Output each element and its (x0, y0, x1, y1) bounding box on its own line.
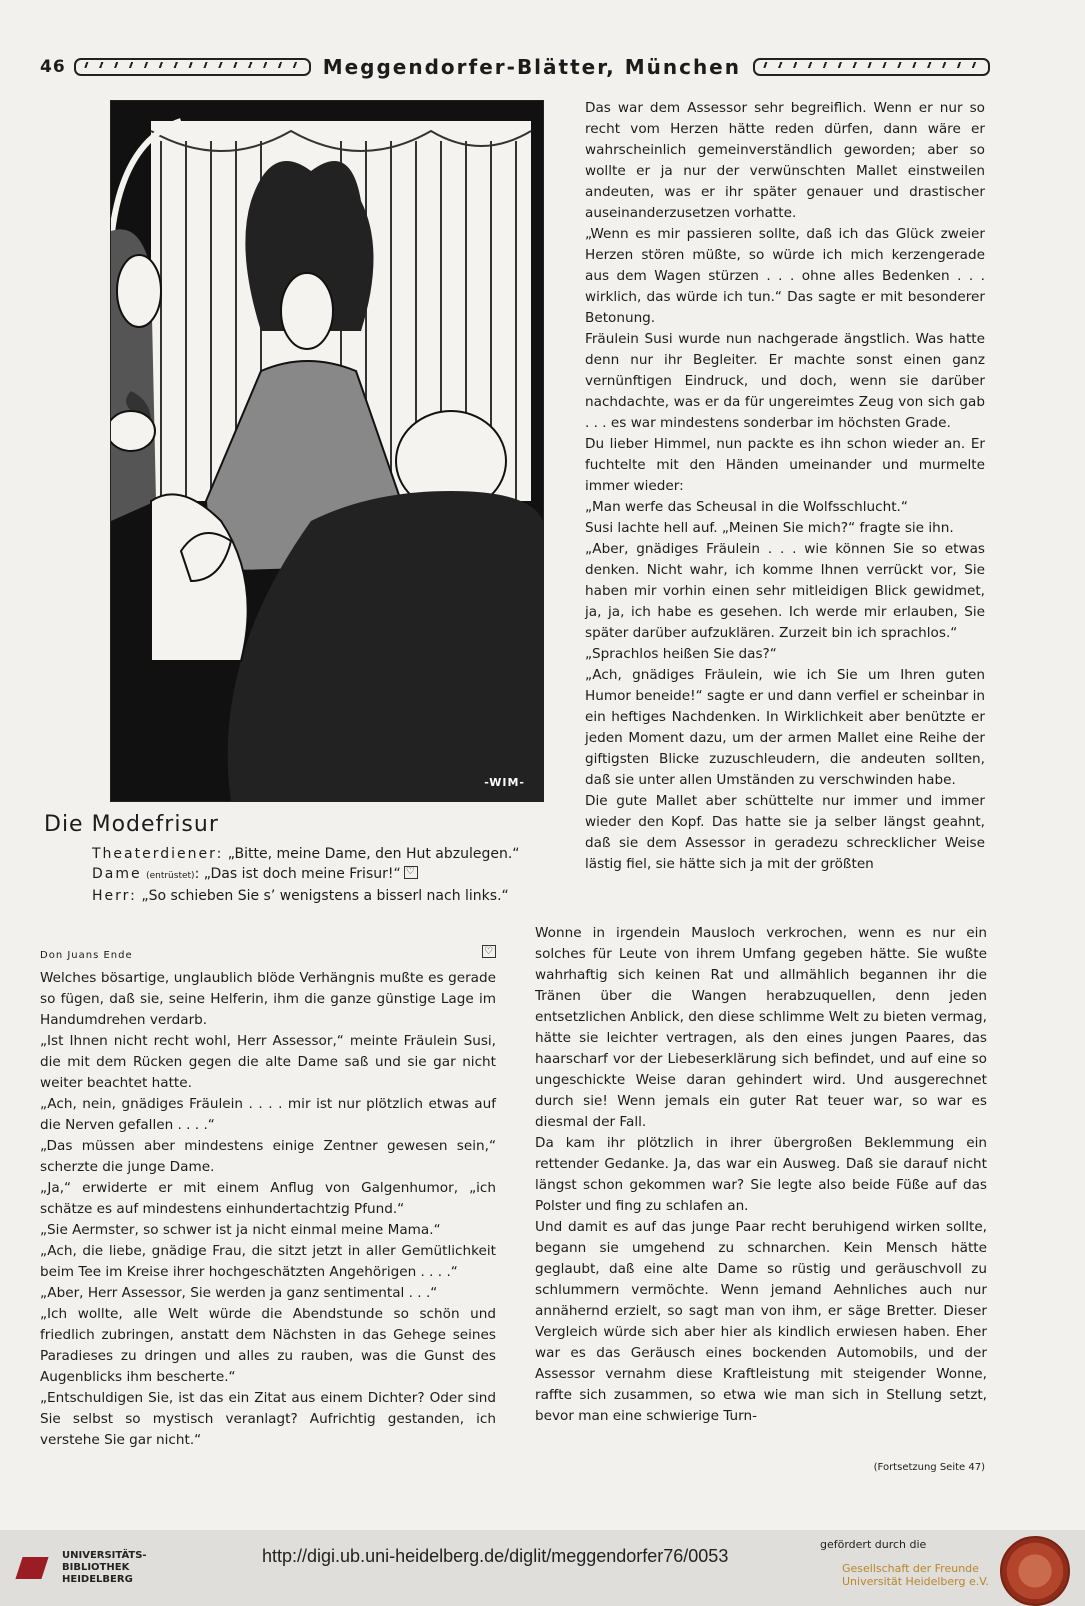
paragraph: „Ist Ihnen nicht recht wohl, Herr Assessor,“ meinte Fräulein Susi, die mit dem Rücken gegen die alte Dame saß und sie gar nicht weiter beachtet hatte. (40, 1033, 496, 1091)
caption-line (92, 864, 542, 886)
illustration-drawing (111, 101, 543, 801)
library-name-line: BIBLIOTHEK (62, 1562, 130, 1573)
caption-note: (entrüstet) (146, 871, 195, 881)
paragraph: Wonne in irgendein Mausloch verkrochen, wenn es nur ein solches für Leute von ihrem Umfang gegeben hätte. Sie wußte wahrhaftig sich keinen Rat und allmählich begannen ihr die Tränen über die Wangen herabzuquellen, denn jeden entsetzlichen Anblick, den diese schlimme Welt zu bieten vermag, hätte sie leichter vertragen, als den eines jungen Paares, das haarscharf vor der Liebeserklärung sich befindet, und auf eine so ungeschickte Weise daran gehindert wird. Und ausgerechnet durch sie! Wenn jemals ein guter Rat teuer war, so war es diesmal der Fall. (535, 925, 987, 1130)
heart-ornament-icon (482, 945, 496, 958)
continuation-note: (Fortsetzung Seite 47) (873, 1462, 985, 1473)
society-name-line: Gesellschaft der Freunde (842, 1562, 979, 1575)
caption-text: „So schieben Sie s’ wenigstens a bisserl nach links.“ (141, 888, 509, 904)
paragraph: „Aber, Herr Assessor, Sie werden ja ganz sentimental . . .“ (40, 1285, 438, 1301)
library-name-line: UNIVERSITÄTS- (62, 1550, 147, 1561)
ornament-scroll-right (753, 58, 990, 76)
paragraph: „Sie Aermster, so schwer ist ja nicht einmal meine Mama.“ (40, 1222, 441, 1238)
caption-dialogue (92, 844, 542, 906)
paragraph: Da kam ihr plötzlich in ihrer übergroßen Beklemmung ein rettender Gedanke. Ja, das war ein Ausweg. Daß sie darauf nicht längst schon gekommen war? Sie legte also beide Füße auf das Polster und fing zu schlafen an. (535, 1135, 987, 1214)
caption-title: Die Modefrisur (44, 812, 219, 837)
paragraph: Das war dem Assessor sehr begreiflich. Wenn er nur so recht vom Herzen hätte reden dürfen, dann wäre er wahrscheinlich gemeinverständlich geworden; aber so wollte er ja nur der verwünschten Mallet einstweilen andeuten, was er ihr später genauer und drastischer auseinanderzusetzen vorhatte. (585, 100, 985, 221)
caption-text: „Bitte, meine Dame, den Hut abzulegen.“ (227, 846, 520, 862)
paragraph: „Das müssen aber mindestens einige Zentner gewesen sein,“ scherzte die junge Dame. (40, 1138, 496, 1175)
society-name (842, 1562, 989, 1588)
paragraph: „Ja,“ erwiderte er mit einem Anflug von Galgenhumor, „ich schätze es auf mindestens einhundertachtzig Pfund.“ (40, 1180, 496, 1217)
caption-line (92, 844, 542, 864)
paragraph: „Man werfe das Scheusal in die Wolfsschlucht.“ (585, 499, 908, 515)
illustration-theater-scene (110, 100, 544, 802)
paragraph: Susi lachte hell auf. „Meinen Sie mich?“ fragte sie ihn. (585, 520, 954, 536)
paragraph: Fräulein Susi wurde nun nachgerade ängstlich. Was hatte denn nur ihr Begleiter. Er machte sonst einen ganz vernünftigen Eindruck, und doch, wenn sie darüber nachdachte, was er da für ungereimtes Zeug von sich gab . . . es war mindestens sonderbar im höchsten Grade. (585, 331, 985, 431)
paragraph: Welches bösartige, unglaublich blöde Verhängnis mußte es gerade so fügen, daß sie, seine Helferin, ihm die ganze günstige Lage im Handumdrehen verdarb. (40, 970, 496, 1028)
paragraph: „Ach, die liebe, gnädige Frau, die sitzt jetzt in aller Gemütlichkeit beim Tee im Kreise ihrer hochgeschätzten Angehörigen . . . .“ (40, 1243, 496, 1280)
caption-speaker: Dame (92, 866, 142, 882)
paragraph: „Ich wollte, alle Welt würde die Abendstunde so schön und friedlich zubringen, anstatt dem Nächsten in das Gehege seines Paradieses zu dringen und alles zu rauben, was die Gunst des Augenblicks ihm bescherte.“ (40, 1306, 496, 1385)
university-seal-icon (1000, 1536, 1070, 1606)
column-left-bottom (40, 945, 496, 1451)
society-name-line: Universität Heidelberg e.V. (842, 1575, 989, 1588)
caption-line (92, 886, 542, 906)
ornament-scroll-left (74, 58, 311, 76)
footer-bar (0, 1530, 1085, 1606)
paragraph: Die gute Mallet aber schüttelte nur immer und immer wieder den Kopf. Das hatte sie ja selber längst geahnt, daß sie dem Assessor in geradezu schrecklicher Weise lästig fiel, sie hätte sich ja mit der größten (585, 793, 985, 872)
running-title: Meggendorfer-Blätter, München (322, 55, 741, 79)
paragraph: „Ach, nein, gnädiges Fräulein . . . . mir ist nur plötzlich etwas auf die Nerven gefallen . . . .“ (40, 1096, 496, 1133)
funded-by-label: gefördert durch die (820, 1538, 927, 1551)
artist-signature: -WIM- (484, 776, 525, 789)
paragraph: Und damit es auf das junge Paar recht beruhigend wirken sollte, begann sie umgehend zu schnarchen. Kein Mensch hätte geglaubt, daß eine alte Dame so rüstig und geräuschvoll zu schlummern vermöchte. Wenn jemand Aehnliches auch nur annähernd erzielt, so sagt man von ihm, er säge Bretter. Dieser Vergleich würde sich aber hier als kindlich erwiesen haben. Eher war es das Geräusch eines bockenden Automobils, und der Assessor vernahm diese Kraftleistung mit steigender Wonne, raffte sich zusammen, so etwa wie man sich in Stellung setzt, bevor man eine schwierige Turn- (535, 1219, 987, 1424)
library-name (62, 1550, 147, 1586)
library-logo (16, 1549, 147, 1587)
column-right-bottom (535, 923, 987, 1427)
paragraph: „Sprachlos heißen Sie das?“ (585, 646, 777, 662)
page-number: 46 (40, 57, 66, 77)
paragraph: Du lieber Himmel, nun packte es ihn schon wieder an. Er fuchtelte mit den Händen umeinander und murmelte immer wieder: (585, 436, 985, 494)
caption-speaker: Theaterdiener: (92, 846, 224, 862)
library-name-line: HEIDELBERG (62, 1574, 133, 1585)
story-title (40, 945, 496, 966)
story-title-text: Don Juans Ende (40, 950, 133, 961)
paragraph: „Aber, gnädiges Fräulein . . . wie können Sie so etwas denken. Nicht wahr, ich komme Ihnen verrückt vor, Sie haben mir vorhin einen sehr mitleidigen Blick gewidmet, ja, ja, ich habe es gesehen. Ich werde mir erlauben, Sie später darüber aufzuklären. Zurzeit bin ich sprachlos.“ (585, 541, 985, 641)
caption-text: : „Das ist doch meine Frisur!“ (194, 866, 401, 882)
column-right-top (585, 98, 985, 875)
heart-ornament-icon (404, 866, 418, 879)
page-header (40, 52, 990, 82)
paragraph: „Ach, gnädiges Fräulein, wie ich Sie um Ihren guten Humor beneide!“ sagte er und dann verfiel er scheinbar in ein heftiges Nachdenken. In Wirklichkeit aber benützte er jeden Moment dazu, um der armen Mallet eine Reihe der giftigsten Blicke zuzuschleudern, die andeuten sollten, daß sie unter allen Umständen zu verschwinden habe. (585, 667, 985, 788)
caption-speaker: Herr: (92, 888, 137, 904)
library-logo-icon (16, 1549, 54, 1587)
paragraph: „Entschuldigen Sie, ist das ein Zitat aus einem Dichter? Oder sind Sie selbst so mystisch veranlagt? Aufrichtig gestanden, ich verstehe Sie gar nicht.“ (40, 1390, 496, 1448)
paragraph: „Wenn es mir passieren sollte, daß ich das Glück zweier Herzen stören müßte, so würde ich mich kerzengerade aus dem Wagen stürzen . . . ohne alles Bedenken . . . wirklich, das würde ich tun.“ Das sagte er mit besonderer Betonung. (585, 226, 985, 326)
source-url: http://digi.ub.uni-heidelberg.de/diglit/meggendorfer76/0053 (262, 1546, 729, 1566)
